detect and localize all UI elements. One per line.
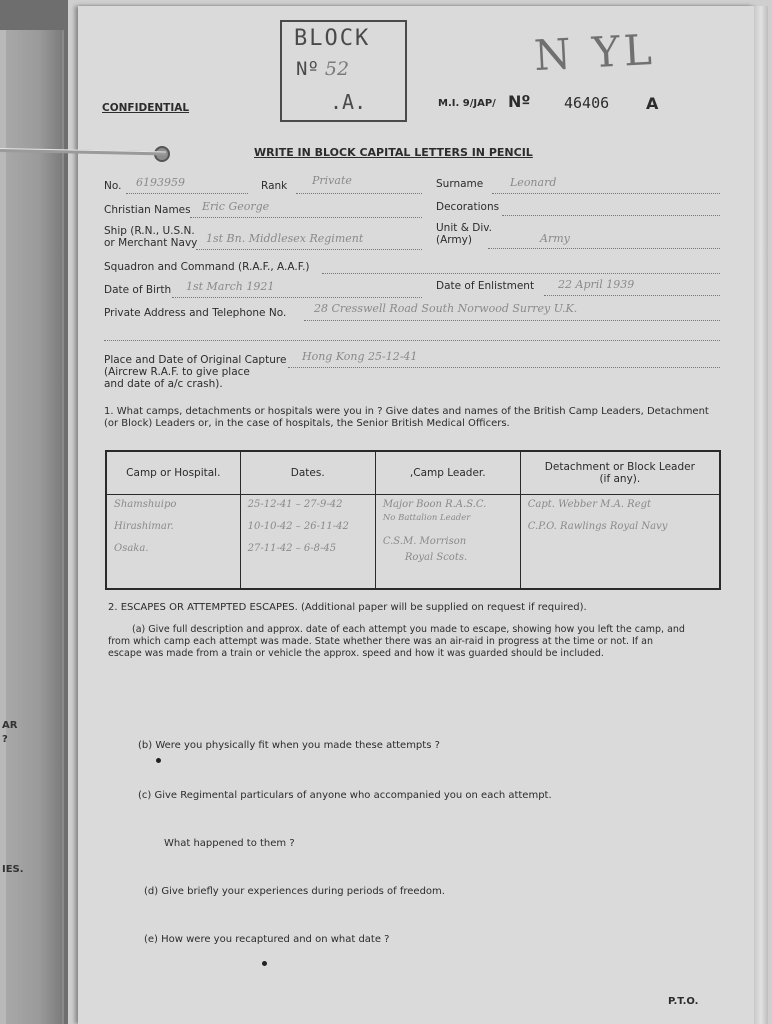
surname-line [492,193,720,194]
stamp-block-letter: .A. [330,90,367,114]
sheet-edge [754,6,768,1024]
address-line-2 [104,340,720,341]
unit-line [488,248,720,249]
christian-names-line [190,217,422,218]
capture-label-2: (Aircrew R.A.F. to give place [104,366,250,378]
dob-value: 1st March 1921 [186,280,275,293]
table-header: Detachment or Block Leader (if any). [520,451,720,495]
question-2c-sub-text: What happened to them ? [164,838,295,849]
dob-label: Date of Birth [104,284,172,296]
stamp-block-label: BLOCK [294,26,371,51]
table-header-row [106,451,720,495]
left-page [0,30,64,1024]
capture-value: Hong Kong 25-12-41 [302,350,418,363]
rank-label: Rank [261,180,288,192]
christian-names-value: Eric George [202,200,270,213]
question-2a-text-3: escape was made from a train or vehicle the approx. speed and how it was guarded should be included. [108,648,604,659]
squadron-label: Squadron and Command (R.A.F., A.A.F.) [104,261,310,273]
no-value: 6193959 [136,176,185,189]
question-2e-text: (e) How were you recaptured and on what date ? [144,934,390,945]
confidential-label: CONFIDENTIAL [102,102,190,114]
stamp-number: 52 [324,58,350,80]
stamp-number-row [296,58,349,80]
surname-value: Leonard [510,176,557,189]
left-page-fragment: ? [2,734,8,745]
camps-table [105,450,721,590]
question-2-heading: 2. ESCAPES OR ATTEMPTED ESCAPES. (Additional paper will be supplied on request if required). [108,602,587,613]
question-1-text: 1. What camps, detachments or hospitals were you in ? Give dates and names of the British Camp Leaders, Detachment [104,406,709,417]
ship-label-2: or Merchant Navy [104,237,198,249]
form-no-label: Nº [508,92,531,111]
stamp-no-label: Nº [296,58,319,80]
form-title: WRITE IN BLOCK CAPITAL LETTERS IN PENCIL [254,146,533,159]
decorations-label: Decorations [436,201,500,213]
no-label: No. [104,180,122,192]
question-2c-text: (c) Give Regimental particulars of anyone who accompanied you on each attempt. [138,790,552,801]
enlistment-label: Date of Enlistment [436,280,535,292]
block-stamp [280,20,407,122]
question-2b-text: (b) Were you physically fit when you made these attempts ? [138,740,440,751]
unit-label-2: (Army) [436,234,472,246]
ink-dot [262,961,267,966]
dates-cell [240,495,375,590]
squadron-line [322,273,720,274]
ship-label: Ship (R.N., U.S.N. [104,225,195,237]
form-suffix: A [646,94,659,113]
address-label: Private Address and Telephone No. [104,307,287,319]
rank-line [296,193,422,194]
camp-entry: Hirashimar. [114,521,174,532]
dob-line [172,297,422,298]
capture-label-3: and date of a/c crash). [104,378,223,390]
dates-entry: 10-10-42 – 26-11-42 [247,521,349,532]
table-body-row [106,495,720,590]
enlistment-value: 22 April 1939 [558,278,635,291]
camp-entry: Osaka. [114,543,149,554]
left-page-fragment: IES. [2,864,24,875]
address-line [304,320,720,321]
capture-label: Place and Date of Original Capture [104,354,287,366]
camp-leader-entry: Major Boon R.A.S.C. [382,499,487,510]
ship-value: 1st Bn. Middlesex Regiment [206,232,364,245]
camp-cell [106,495,240,590]
form-sheet [78,6,754,1024]
question-2a-text: (a) Give full description and approx. date of each attempt you made to escape, showing how you left the camp, and [132,624,685,635]
pto-label: P.T.O. [668,996,699,1007]
ink-dot [156,758,161,763]
capture-line [288,367,720,368]
question-2a-text-2: from which camp each attempt was made. State whether there was an air-raid in progress at the time or not. If an [108,636,654,647]
camp-entry: Shamshuipo [114,499,177,510]
address-value: 28 Cresswell Road South Norwood Surrey U.K. [314,302,578,315]
table-header: ,Camp Leader. [375,451,520,495]
unit-value: Army [540,232,570,245]
camp-leader-entry: No Battalion Leader [382,513,471,523]
christian-names-label: Christian Names [104,204,191,216]
handwritten-reference: N YL [532,24,657,81]
detachment-leader-cell [520,495,720,590]
ship-line [196,249,422,250]
table-header: Dates. [240,451,375,495]
no-line [126,193,248,194]
camp-leader-cell [375,495,520,590]
detachment-leader-entry: C.P.O. Rawlings Royal Navy [527,521,668,532]
left-page-fragment: AR [2,720,18,731]
unit-label: Unit & Div. [436,222,492,234]
camp-leader-entry: C.S.M. Morrison [382,535,467,547]
camp-leader-entry: Royal Scots. [404,551,468,563]
rank-value: Private [312,174,352,187]
question-2d-text: (d) Give briefly your experiences during periods of freedom. [144,886,445,897]
form-code: M.I. 9/JAP/ [438,98,496,109]
dates-entry: 25-12-41 – 27-9-42 [247,499,343,510]
form-number: 46406 [564,94,610,112]
table-header: Camp or Hospital. [106,451,240,495]
dates-entry: 27-11-42 – 6-8-45 [247,543,337,554]
question-1-text-2: (or Block) Leaders or, in the case of hospitals, the Senior British Medical Officers. [104,418,510,429]
detachment-leader-entry: Capt. Webber M.A. Regt [527,499,652,510]
decorations-line [502,215,720,216]
surname-label: Surname [436,178,484,190]
enlistment-line [544,295,720,296]
